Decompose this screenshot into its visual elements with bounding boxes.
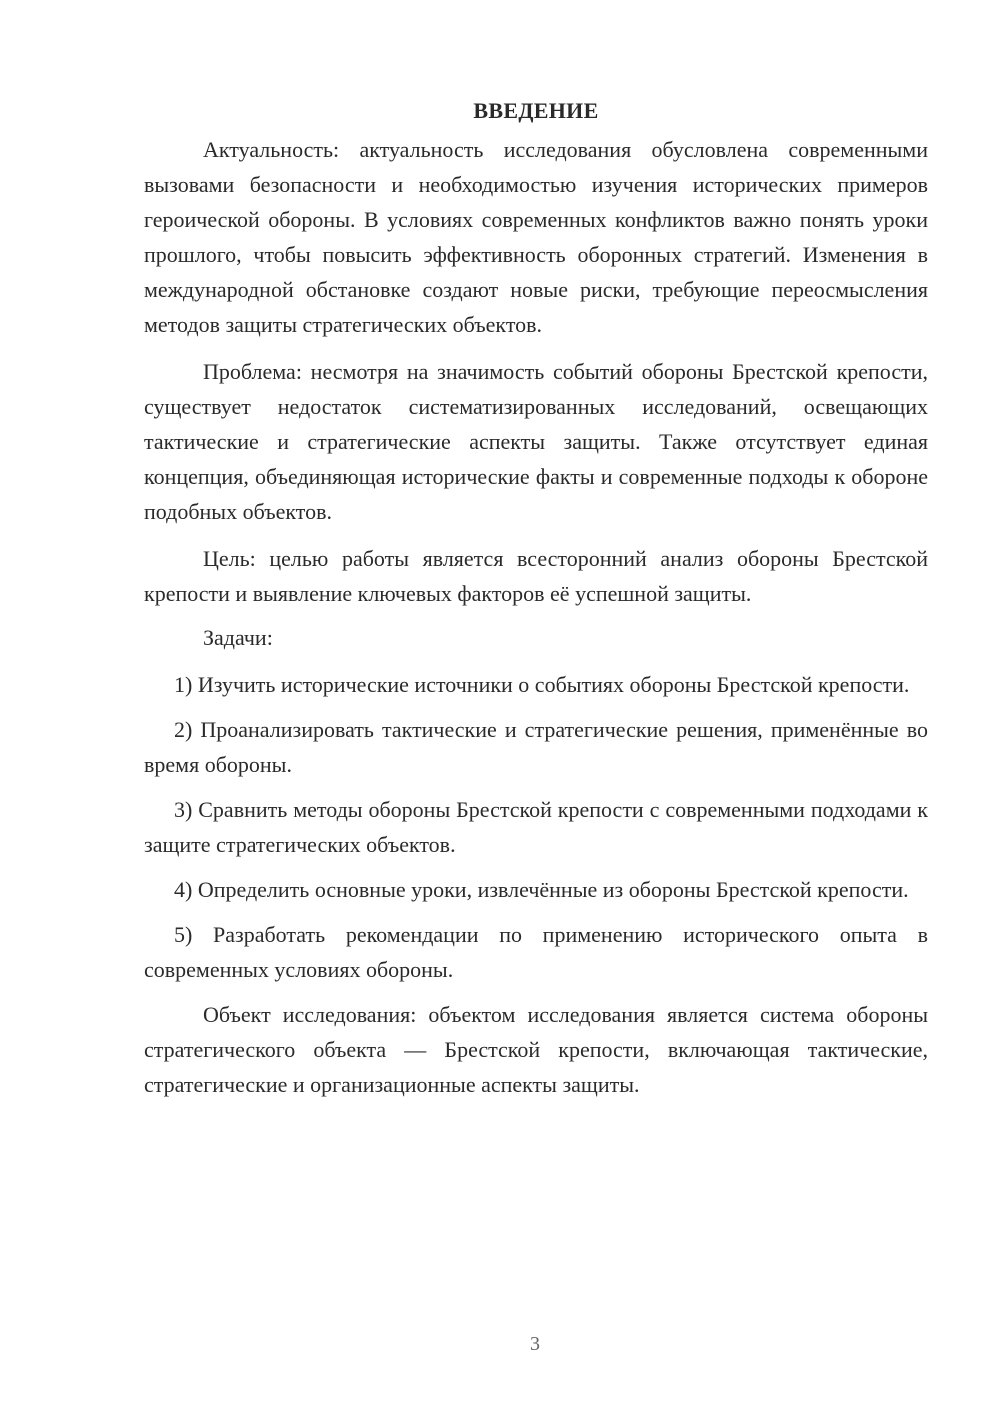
task-item-3: 3) Сравнить методы обороны Брестской крепости с современными подходами к защите стратегических объектов.	[144, 797, 928, 857]
task-item-2: 2) Проанализировать тактические и стратегические решения, применённые во время обороны.	[144, 717, 928, 777]
problem-paragraph: Проблема: несмотря на значимость событий обороны Брестской крепости, существует недостаток систематизированных исследований, освещающих тактические и стратегические аспекты защиты. Также отсутствует единая концепция, объединяющая исторические факты и современные подходы к обороне подобных объектов.	[144, 359, 928, 524]
object-paragraph: Объект исследования: объектом исследования является система обороны стратегического объекта — Брестской крепости, включающая тактические, стратегические и организационные аспекты защиты.	[144, 1002, 928, 1097]
document-title: ВВЕДЕНИЕ	[473, 98, 599, 123]
page-number: 3	[530, 1333, 540, 1355]
document-page	[144, 96, 928, 1102]
relevance-paragraph: Актуальность: актуальность исследования обусловлена современными вызовами безопасности и необходимостью изучения исторических примеров героической обороны. В условиях современных конфликтов важно понять уроки прошлого, чтобы повысить эффективность оборонных стратегий. Изменения в международной обстановке создают новые риски, требующие переосмысления методов защиты стратегических объектов.	[144, 137, 928, 337]
task-item-5: 5) Разработать рекомендации по применению исторического опыта в современных условиях обороны.	[144, 922, 928, 982]
tasks-heading: Задачи:	[203, 625, 273, 650]
task-item-4: 4) Определить основные уроки, извлечённые из обороны Брестской крепости.	[174, 877, 909, 902]
task-item-1: 1) Изучить исторические источники о событиях обороны Брестской крепости.	[174, 672, 910, 697]
goal-paragraph: Цель: целью работы является всесторонний анализ обороны Брестской крепости и выявление ключевых факторов её успешной защиты.	[144, 546, 928, 606]
